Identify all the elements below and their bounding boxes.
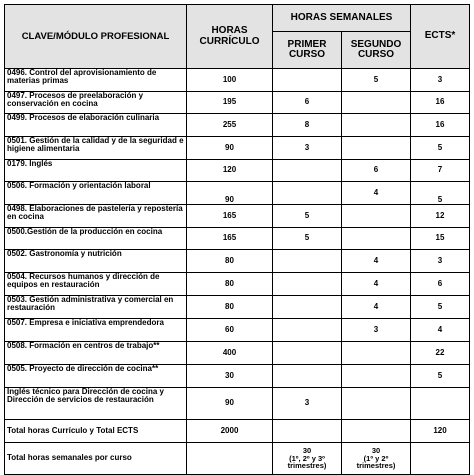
row-segundo: 4 [342,182,411,205]
row-horas: 90 [187,388,273,420]
header-primer-line1: PRIMER [287,38,327,50]
total-label: Total horas Currículo y Total ECTS [5,420,187,443]
header-segundo-line2: CURSO [357,49,395,60]
header-primer-curso [273,32,342,69]
row-segundo: 4 [342,273,411,296]
semanal-primer-note-2: trimestres) [287,461,327,471]
row-horas: 255 [187,114,273,137]
row-ects [411,388,470,420]
row-name: 0496. Control del aprovisionamiento de materias primas [5,69,187,92]
semanal-ects-empty [411,443,470,475]
row-horas: 400 [187,342,273,365]
row-primer: 5 [273,228,342,250]
row-horas: 60 [187,319,273,342]
row-primer [273,319,342,342]
total-ects: 120 [411,420,470,443]
row-segundo: 4 [342,296,411,319]
table-row [5,250,470,273]
row-name: 0507. Empresa e iniciativa emprendedora [5,319,187,342]
row-primer [273,296,342,319]
header-horas-line1: HORAS [211,25,248,36]
row-primer [273,69,342,92]
row-name: 0508. Formación en centros de trabajo** [5,342,187,365]
row-ects: 7 [411,160,470,182]
row-horas: 195 [187,92,273,114]
row-horas: 80 [187,250,273,273]
row-primer: 3 [273,388,342,420]
row-name: 0499. Procesos de elaboración culinaria [5,114,187,137]
row-primer [273,182,342,205]
row-segundo [342,342,411,365]
row-ects: 3 [411,69,470,92]
table-row [5,69,470,92]
semanal-primer-note-1: (1º, 2º y 3º [289,453,325,463]
row-primer [273,342,342,365]
row-name: 0502. Gastronomía y nutrición [5,250,187,273]
row-name: 0497. Procesos de preelaboración y conservación en cocina [5,92,187,114]
table-row [5,296,470,319]
row-primer: 8 [273,114,342,137]
row-ects: 16 [411,114,470,137]
row-horas: 165 [187,205,273,228]
total-row [5,420,470,443]
row-segundo: 4 [342,250,411,273]
row-ects: 16 [411,92,470,114]
total-horas: 2000 [187,420,273,443]
row-horas: 165 [187,228,273,250]
total-primer-empty [273,420,342,443]
semanal-row [5,443,470,475]
row-segundo: 3 [342,319,411,342]
row-horas: 100 [187,69,273,92]
row-segundo [342,114,411,137]
semanal-segundo-value: 30 [371,445,381,455]
table-row [5,205,470,228]
row-primer [273,160,342,182]
curriculum-table [4,4,470,475]
row-segundo [342,228,411,250]
table-row [5,182,470,205]
header-horas-semanales: HORAS SEMANALES [273,5,411,32]
row-primer: 5 [273,205,342,228]
header-segundo-curso [342,32,411,69]
header-primer-line2: CURSO [288,49,326,60]
row-ects: 3 [411,250,470,273]
row-name: 0506. Formación y orientación laboral [5,182,187,205]
total-segundo-empty [342,420,411,443]
header-clave: CLAVE/MÓDULO PROFESIONAL [5,5,187,69]
table-row [5,365,470,388]
row-horas: 120 [187,160,273,182]
row-segundo [342,205,411,228]
row-ects: 12 [411,205,470,228]
semanal-horas-empty [187,443,273,475]
table-row [5,319,470,342]
row-horas: 90 [187,137,273,160]
table-row [5,228,470,250]
header-ects: ECTS* [411,5,470,69]
row-ects: 4 [411,319,470,342]
row-primer [273,273,342,296]
table-row [5,342,470,365]
semanal-segundo-note-2: trimestres) [356,461,396,471]
semanal-segundo [342,443,411,475]
row-primer: 6 [273,92,342,114]
row-name: 0505. Proyecto de dirección de cocina** [5,365,187,388]
table-row [5,273,470,296]
table-row [5,92,470,114]
table-row [5,160,470,182]
row-name: 0503. Gestión administrativa y comercial en restauración [5,296,187,319]
row-primer: 3 [273,137,342,160]
row-segundo: 6 [342,160,411,182]
row-horas: 30 [187,365,273,388]
row-primer [273,250,342,273]
table-row [5,137,470,160]
table-row [5,388,470,420]
row-name: 0504. Recursos humanos y dirección de equipos en restauración [5,273,187,296]
semanal-label: Total horas semanales por curso [5,443,187,475]
row-ects: 5 [411,365,470,388]
header-horas-curriculo [187,5,273,69]
row-segundo [342,92,411,114]
row-name: 0179. Inglés [5,160,187,182]
row-name: 0500.Gestión de la producción en cocina [5,228,187,250]
row-primer [273,365,342,388]
semanal-segundo-note-1: (1º y 2º [363,453,389,463]
row-name: Inglés técnico para Dirección de cocina y Dirección de servicios de restauración [5,388,187,420]
row-ects: 5 [411,137,470,160]
header-horas-line2: CURRÍCULO [199,35,260,47]
row-ects: 15 [411,228,470,250]
row-horas: 80 [187,296,273,319]
semanal-primer-value: 30 [302,445,312,455]
row-ects: 5 [411,182,470,205]
semanal-primer [273,443,342,475]
row-horas: 90 [187,182,273,205]
row-segundo [342,365,411,388]
row-ects: 5 [411,296,470,319]
table-row [5,114,470,137]
row-segundo: 5 [342,69,411,92]
row-ects: 22 [411,342,470,365]
row-segundo [342,388,411,420]
header-segundo-line1: SEGUNDO [350,38,402,50]
row-horas: 80 [187,273,273,296]
row-segundo [342,137,411,160]
row-name: 0498. Elaboraciones de pastelería y repostería en cocina [5,205,187,228]
row-ects: 6 [411,273,470,296]
row-name: 0501. Gestión de la calidad y de la seguridad e higiene alimentaria [5,137,187,160]
